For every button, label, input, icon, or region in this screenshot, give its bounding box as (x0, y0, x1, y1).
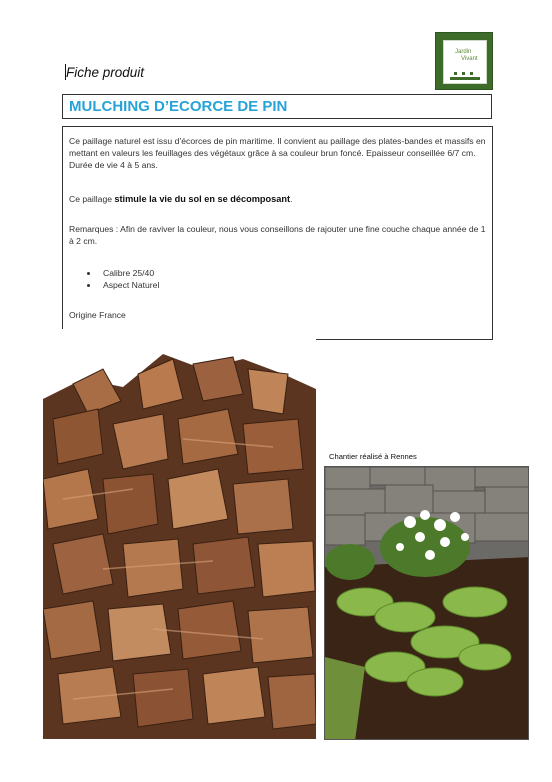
product-title: MULCHING D’ECORCE DE PIN (69, 98, 288, 115)
logo-ground-bar (450, 77, 480, 80)
document-label: Fiche produit (66, 65, 145, 80)
logo-text (455, 49, 478, 63)
product-origin: Origine France (69, 310, 126, 320)
logo-mark (462, 72, 465, 75)
benefit-highlight: stimule la vie du sol en se décomposant (114, 194, 291, 204)
product-benefit (69, 193, 292, 205)
brand-logo (435, 32, 493, 90)
mulched-garden-bed-photo (324, 466, 529, 740)
spec-item: Aspect Naturel (85, 279, 159, 291)
product-description-box (62, 126, 493, 340)
logo-mark (454, 72, 457, 75)
benefit-suffix: . (290, 194, 293, 204)
product-remark: Remarques : Afin de raviver la couleur, nous vous conseillons de rajouter une fine couche chaque année de 1 à 2 cm. (69, 224, 486, 246)
product-description: Ce paillage naturel est issu d’écorces de pin maritime. Il convient au paillage des plates-bandes et massifs en mettant en valeurs les feuillages des végétaux grâce à sa couleur brun foncé. Epaisseur conseillée 6/7 cm. Durée de vie 4 à 5 ans. (69, 136, 486, 170)
logo-mark (470, 72, 473, 75)
logo-panel (443, 40, 487, 84)
logo-line-1: Jardin (455, 49, 472, 55)
spec-list (85, 267, 159, 291)
title-box (62, 94, 492, 119)
garden-photo-caption: Chantier réalisé à Rennes (329, 452, 417, 461)
logo-line-2: Vivant (461, 56, 478, 62)
spec-item: Calibre 25/40 (85, 267, 159, 279)
benefit-prefix: Ce paillage (69, 194, 115, 204)
pine-bark-mulch-photo (43, 329, 316, 739)
